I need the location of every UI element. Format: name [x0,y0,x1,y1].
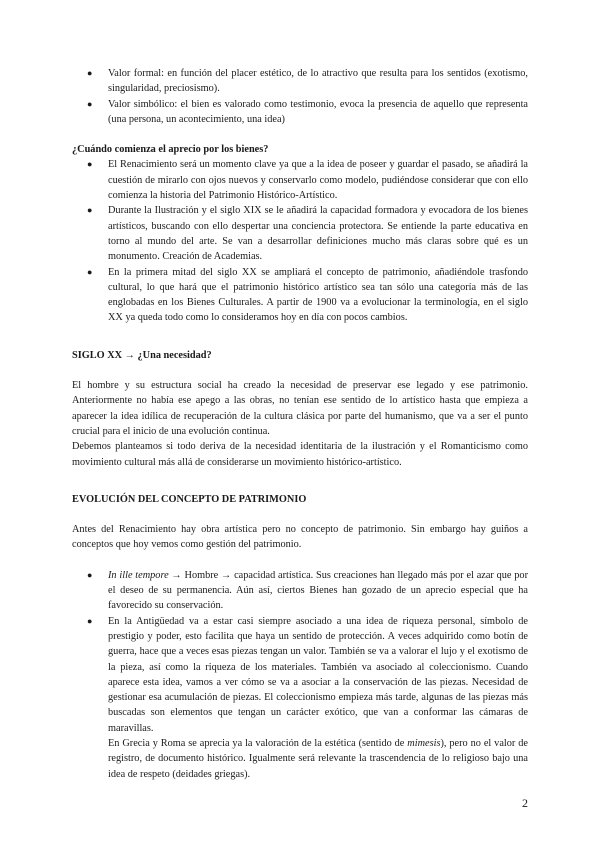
section-heading-aprecio: ¿Cuándo comienza el aprecio por los bienes? [72,144,269,156]
paragraph: El hombre y su estructura social ha creado la necesidad de preservar ese legado y ese patrimonio. Anteriormente no había ese apego a las obras, no tenían ese sentido de lo artístico hasta que empieza a aparecer la idea idílica de recuperación de la cultura clásica por parte del humanismo, que va a ser el punto crucial para el inicio de una evolución continua. [72,380,528,437]
bullet-icon: ● [87,615,93,626]
bullet-icon: ● [87,205,93,216]
paragraph: Debemos planteamos si todo deriva de la necesidad identitaria de la ilustración y el Romanticismo como movimiento cultural más allá de considerarse un movimiento histórico-artístico. [72,441,528,468]
list-item: ● In ille tempore → Hombre → capacidad artística. Sus creaciones han llegado más por el azar que por el deseo de su permanencia. Aún así, ciertos Bienes han gozado de un aprecio especial que ha favorecido su conservación. [87,569,528,612]
aprecio-list [72,157,528,325]
section-heading-evolucion: EVOLUCIÓN DEL CONCEPTO DE PATRIMONIO [72,493,307,505]
section-heading-siglo-xx: SIGLO XX → ¿Una necesidad? [72,349,212,361]
bullet-icon: ● [87,569,93,580]
evolucion-list [72,568,528,782]
list-item: ● En la Antigüedad va a estar casi siempre asociado a una idea de riqueza personal, símbolo de prestigio y poder, esto facilita que haya un sentido de protección. A veces adquirido como botín de guerra, hace que a veces esas piezas tengan un valor. También se va a valorar el lujo y el exotismo de la pieza, así como la riqueza de los materiales. También va asociado al coleccionismo. Cuando aparece esta idea, vamos a ver cómo se va a asociar a la conservación de las piezas. Necesidad de gestionar esa acumulación de piezas. El coleccionismo empieza más tarde, algunas de las piezas más buscadas son elementos que tengan un carácter exótico, que van a conformar las cámaras de maravillas. En Grecia y Roma se aprecia ya la valoración de la estética (sentido de mimesis), pero no el valor de registro, de documento histórico. Igualmente será relevante la trascendencia de lo religioso bajo una idea de respeto (deidades griegas). [87,615,528,780]
page-content [72,66,528,782]
list-item: ● Valor formal: en función del placer estético, de lo atractivo que resulta para los sentidos (exotismo, singularidad, preciosismo). [87,68,528,95]
list-item: ● Valor simbólico: el bien es valorado como testimonio, evoca la presencia de aquello que representa (una persona, un acontecimiento, una idea) [87,98,528,125]
values-list [72,66,528,127]
bullet-icon: ● [87,98,93,109]
bullet-icon: ● [87,266,93,277]
page-number: 2 [522,796,528,810]
bullet-icon: ● [87,68,93,78]
bullet-icon: ● [87,159,93,170]
list-item: ● El Renacimiento será un momento clave ya que a la idea de poseer y guardar el pasado, se añadirá la cuestión de mirarlo con ojos nuevos y conservarlo como modelo, pudiéndose considerar que con ello comienza la historia del Patrimonio Histórico-Artístico. [87,159,528,202]
list-item: ● Durante la Ilustración y el siglo XIX se le añadirá la capacidad formadora y evocadora de los bienes artísticos, buscando con ello despertar una conciencia protectora. Se entiende la parte educativa en torno al mundo del arte. Se van a desarrollar definiciones mucho más claras sobre qué es un monumento. Creación de Academias. [87,205,528,263]
list-item: ● En la primera mitad del siglo XX se ampliará el concepto de patrimonio, añadiéndole trasfondo cultural, lo que hará que el patrimonio histórico artístico sea tan sólo una categoría más de las englobadas en los Bienes Culturales. A partir de 1900 va a evolucionar la terminología, en el siglo XX ya queda todo como lo consideramos hoy en día con pocos cambios. [87,266,528,324]
paragraph: Antes del Renacimiento hay obra artística pero no concepto de patrimonio. Sin embargo hay guiños a conceptos que hoy vemos como gestión del patrimonio. [72,524,528,551]
